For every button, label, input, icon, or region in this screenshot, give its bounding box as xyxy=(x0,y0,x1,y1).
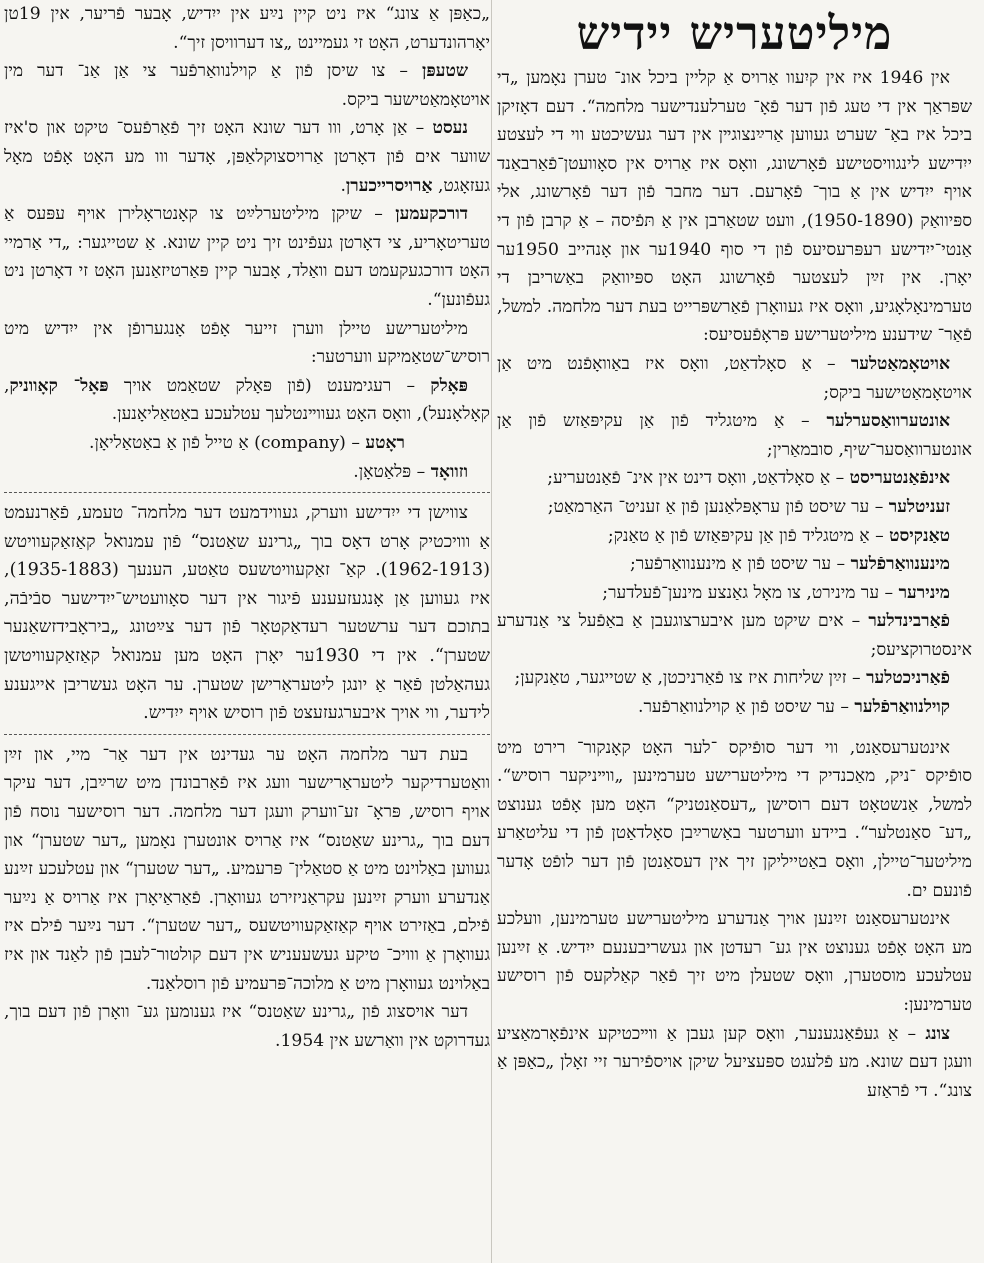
list-item xyxy=(497,407,972,464)
list-item xyxy=(4,458,490,487)
closing-paragraph: דער אויסצוג פֿון „גרינע שאַטנס“ איז גענומען גע־ וואָרן פֿון דעם בוך, געדרוקט אין וואַרשע אין 1954. xyxy=(4,1002,490,1051)
term: ראָטע xyxy=(365,432,405,453)
definition: – צו שיסן פֿון אַ קוילנוואַרפֿער צי אַן אַנ־ דער מין אויטאָמאַטישער ביקס. xyxy=(4,61,490,110)
definition: – אַ געפֿאַנגענער, וואָס קען געבן אַ ווײכטיקע אינפֿאָרמאַציע וועגן דעם שונא. מע פֿלעגט ספּעציעל שיקן אויספֿירער זיי זאָלן „כאַפּן אַ צונג“. די פֿראַזע xyxy=(497,1023,972,1101)
list-item xyxy=(497,693,972,722)
list-item xyxy=(497,607,972,664)
definition: – אים שיקט מען איבערצוגעבן אַ באַפֿעל צי אַנדערע אינסטרוקציעס; xyxy=(497,611,972,660)
list-item xyxy=(497,350,972,407)
suffix-paragraph: אינטערעסאַנט, ווי דער סופֿיקס ־לער האָט קאָנקור־ רירט מיט סופֿיקס ־ניק, מאַכנדיק די מיליטערישע טערמינען „ווײניקער רוסיש“. למשל, אַנשטאָט דעם רוסישן „דעסאַנטניק“ האָט מען אָפֿט גענוצט „דע־ סאַנטלער“. ביידע ווערטער באַשרײַבן סאָלדאַטן פֿון די עליטאַרע מיליטער־טיילן, וואָס באַטייליקן זיך אין דעסאַנטן פֿון דער לופֿט אָדער פֿונעם ים. xyxy=(497,737,972,901)
list-item xyxy=(497,1020,972,1106)
definition: – רעגימענט (פֿון פּאָלק שטאַמט אויך xyxy=(108,375,431,396)
definition: – ער מינירט, צו מאָל גאַנצע מינען־פֿעלדער; xyxy=(602,582,899,603)
definition: – שיקן מיליטערלײַט צו קאָנטראָלירן אויף עפּעס אַ טעריטאָריע, צי דאָרטן געפֿינט זיך ניט קיין שונא. אַ שטייגער: „די אַרמיי האָט דורכגעקעמט דעם וואַלד, אָבער קיין פּאַרטיזאַנען האָט זי דאָרטן ניט געפֿונען“. xyxy=(4,204,490,310)
spacer xyxy=(497,722,972,734)
term: אויטאָמאַטלער xyxy=(850,353,950,374)
list-item xyxy=(497,664,972,693)
definition: – זײַן שליחות איז צו פֿאַרניכטן, אַ שטייגער, טאַנקען; xyxy=(514,668,867,689)
term: פּאָלק xyxy=(430,375,468,396)
units-paragraph: מיליטערישע טיילן ווערן זייער אָפֿט אָנגערופֿן אין ייִדיש מיט רוסיש־שטאַמיקע ווערטער: xyxy=(4,318,490,368)
list-item xyxy=(497,550,972,579)
list-item xyxy=(4,200,490,314)
term: פּאָל־ קאָווניק xyxy=(9,375,109,396)
definition: – אַן אָרט, ווו דער שונא האָט זיך פֿאַרפֿעס־ טיקט און ס'איז שווער אים פֿון דאָרטן אַרויסצוקלאַפּן, אָדער ווו מע האָט אָפֿט מאָל געזאָגט, xyxy=(4,118,490,196)
definition: – פּלאַטאָן. xyxy=(353,461,431,482)
left-column xyxy=(4,0,490,1263)
list-item xyxy=(4,114,490,200)
definition: – אַ מיטגליד פֿון אַן עקיפּאַזש פֿון אַ טאַנק; xyxy=(607,525,890,546)
list-item xyxy=(497,579,972,608)
section-separator xyxy=(4,492,490,493)
calques-paragraph: אינטערעסאַנט זײַנען אויך אַנדערע מיליטערישע טערמינען, וועלכע מע האָט אָפֿט גענוצט אין גע־ רעדטן און געשריבענעם ייִדיש. אַ זײַנען עטלעכע מוסטערן, וואָס שטעלן מיט זיך פֿאַר קאַלקעס פֿון רוסישע טערמינען: xyxy=(497,909,972,1015)
definition: – ער שיסט פֿון אַ קוילנוואַרפֿער. xyxy=(638,697,855,718)
definition: – אַ מיטגליד פֿון אַן עקיפּאַזש פֿון אַן אונטערוואַסער־שיף, סובמאַרין; xyxy=(497,411,972,460)
right-column xyxy=(497,0,972,1263)
continued-paragraph: „כאַפּן אַ צונג“ איז ניט קיין נײַע אין ייִדיש, אָבער פֿריער, אין 19טן יאָרהונדערט, האָט זי געמיינט „צו דערוויסן זיך“. xyxy=(4,4,490,53)
term: קוילנוואַרפֿלער xyxy=(854,697,950,718)
term: אינפֿאַנטעריסט xyxy=(849,468,950,489)
term: אַרויסרייכערן xyxy=(345,175,433,196)
column-divider xyxy=(491,0,492,1263)
term: דורכקעמען xyxy=(395,204,468,225)
term: צונג xyxy=(925,1023,950,1044)
section-separator xyxy=(4,734,490,735)
definition: – אַ סאָלדאַט, וואָס איז באַוואָפֿנט מיט אַן אויטאָמאַטישער ביקס; xyxy=(497,353,972,403)
war-paragraph: בעת דער מלחמה האָט ער געדינט אין דער אַר־ מיי, און זײַן וואַטערדיקער ליטעראַרישער וועג איז פֿאַרבונדן מיט שרײַבן, דער עיקר אויף רוסיש, פּראָ־ זע־ווערק וועגן דער מלחמה. דער רוסישער נוסח פֿון דעם בוך „גרינע שאַטנס“ איז אַרויס אונטערן נאָמען „דער שטערן“ און געווען באַלוינט מיט אַ סטאַלין־ פּרעמיע. „דער שטערן“ און עטלעכע זײַנע אַנדערע ווערק זײַנען עקראַניזירט געוואָרן. פֿאַראַיאָרן איז אַרויס אַ נײַער פֿילם, באַזירט אויף קאַזאַקעוויטשעס „דער שטערן“. דער נײַער פֿילם איז געוואָרן אַ ווויכ־ טיקע געשעעניש אין דעם קולטור־לעבן פֿון לאַנד און איז באַלוינט געוואָרן מיט אַ מלוכה־פּרעמיע פֿון רוסלאַנד. xyxy=(4,744,490,994)
list-item xyxy=(497,493,972,522)
definition: . xyxy=(340,175,346,196)
list-item xyxy=(4,429,490,458)
list-item xyxy=(497,522,972,551)
term: פֿאַרניכטלער xyxy=(866,668,950,689)
term: מינענוואַרפֿלער xyxy=(850,554,950,575)
term: וזוואָד xyxy=(430,461,468,482)
definition: – (company) אַ טייל פֿון אַ באַטאַליאָן. xyxy=(88,432,366,453)
term: מינירער xyxy=(898,582,950,603)
book-paragraph: צווישן די ייִדישע ווערק, געווידמעט דער מלחמה־ טעמע, פֿאַרנעמט אַ ווויכטיק אָרט דאָס בוך „גרינע שאַטנס“ פֿון עמנואל קאַזאַקעוויטש (1913‑1962). קאַ־ זאַקעוויטשעס טאַטע, הענעך (1883‑1935), איז געווען אַן אָנגעזעענע פֿיגור אין דער סאָוועטיש־ייִדישער סבֿיבֿה, בתוכם דער ערשטער רעדאַקטאָר פֿון דער צײַטונג „ביראָבידזשאַנער שטערן“. אין די 1930ער יאָרן האָט מען עמנואל קאַזאַקעוויטשן געהאַלטן פֿאַר אַ יונגן ליטעראַרישן שטערן. ער האָט געשריבן אייגענע לידער, ווי אויך איבערגעזעצט פֿון רוסיש אויף ייִדיש. xyxy=(4,503,490,724)
definition: – ער שיסט פֿון עראָפּלאַנען פֿון אַ זעניט־ האַרמאַט; xyxy=(547,496,889,517)
term: טאַנקיסט xyxy=(889,525,950,546)
term: פֿאַרבינדלער xyxy=(868,611,950,632)
list-item xyxy=(4,57,490,114)
term: נעסט xyxy=(432,118,468,139)
definition: – אַ סאָלדאַט, וואָס דינט אין אינ־ פֿאַנטעריע; xyxy=(547,468,850,489)
term: אונטערוואַסערלער xyxy=(826,411,950,432)
definition: – ער שיסט פֿון אַ מינענוואַרפֿער; xyxy=(629,554,851,575)
intro-paragraph: אין 1946 איז אין קיִעוו אַרויס אַ קליין ביכל אונ־ טערן נאָמען „די שפּראַך אין די טעג פֿון דער פֿאָ־ טערלענדישער מלחמה“. דעם דאָזיקן ביכל איז באַ־ שערט געווען אַרײַנצוגײן אין דער געשיכטע ווי די לעצטע ייִדישע לינגוויסטישע פֿאָרשונג, וואָס איז אַרויס אין סאָוועטן־פֿאַרבאַנד אויף ייִדיש אין אַ בוך־ פֿאָרעם. דער מחבר פֿון דער פֿאָרשונג, אלי ספּיוואַק (1890‑1950), וועט שטאַרבן אין אַ תּפֿיסה – אַ קרבן פֿון די אַנטי־ייִדישע רעפּרעסיעס פֿון די סוף 1940ער און אָנהייב 1950ער יאָרן. אין זײַן לעצטער פֿאָרשונג האָט ספּיוואַק באַשריבן די טערמינאָלאָגיע, וואָס איז געוואָרן פֿאַרשפּרייט בעת דער מלחמה. למשל, פֿאַר־ שידענע מיליטערישע פּראָפֿעסיעס: xyxy=(497,68,972,346)
term: שטעפּן xyxy=(421,61,468,82)
list-item xyxy=(497,464,972,493)
definition: , קאָלאָנעל), וואָס האָט געווײנטלעך עטלעכע באַטאַליאָנען. xyxy=(4,375,490,425)
term: זעניטלער xyxy=(888,496,950,517)
list-item xyxy=(4,372,490,429)
article-title: מיליטעריש יידיש xyxy=(576,6,893,60)
